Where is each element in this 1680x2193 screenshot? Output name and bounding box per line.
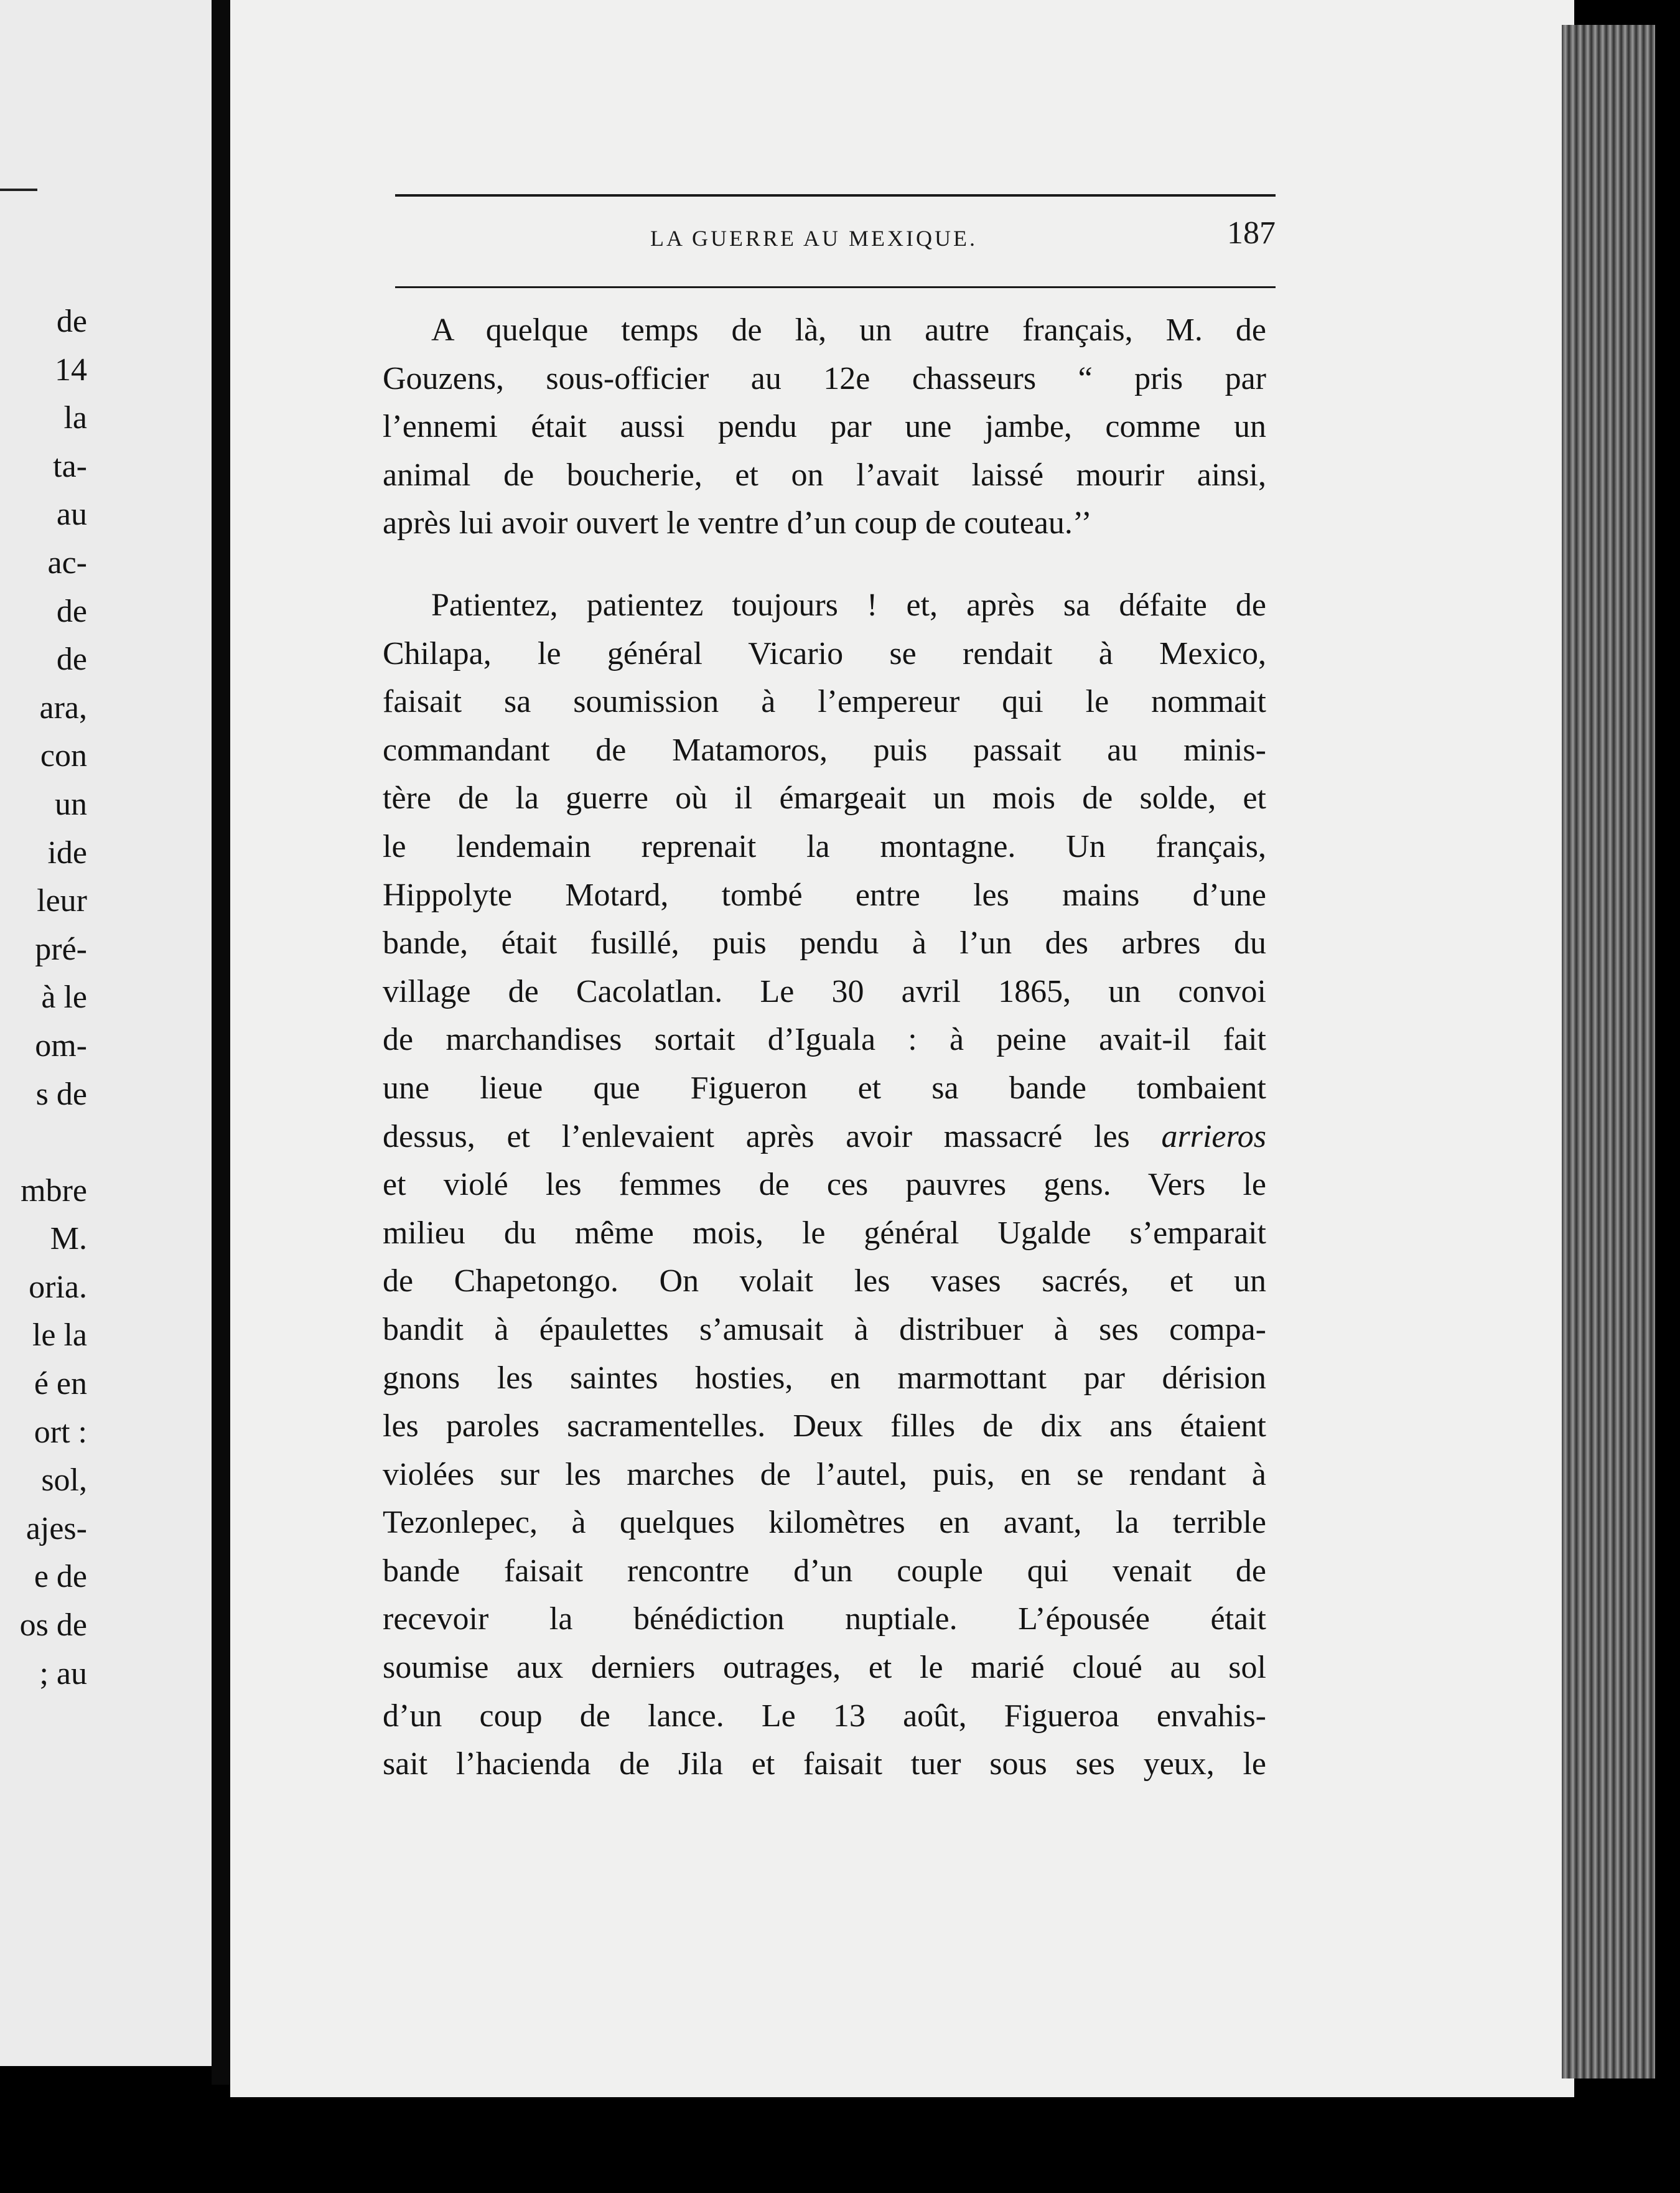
facing-line: ; au [39,1655,87,1691]
text-line: A quelque temps de là, un autre français, M. de [431,312,1266,348]
text-line: l’ennemi était aussi pendu par une jambe, comme un [383,409,1266,445]
text-line: gnons les saintes hosties, en marmottant par dérision [383,1360,1266,1396]
text-line: et violé les femmes de ces pauvres gens. Vers le [383,1167,1266,1203]
facing-line: un [55,786,87,822]
facing-line: de [56,304,87,339]
facing-line: oria. [29,1269,87,1305]
facing-line: la [63,400,87,436]
italic-word: arrieros [1161,1118,1267,1154]
text-line: une lieue que Figueron et sa bande tombaient [383,1070,1266,1106]
page-block-edge [1562,25,1655,2078]
book-gutter [212,0,230,2085]
facing-line: s de [35,1076,87,1112]
facing-line: de [56,593,87,629]
text-line: Hippolyte Motard, tombé entre les mains d’une [383,877,1266,913]
facing-line: e de [34,1559,87,1595]
text-line: bande faisait rencontre d’un couple qui venait de [383,1553,1266,1589]
text-line: Patientez, patientez toujours ! et, après sa défaite de [431,587,1266,623]
text-line: animal de boucherie, et on l’avait laissé mourir ainsi, [383,457,1266,493]
facing-line: leur [37,883,87,919]
text-line: violées sur les marches de l’autel, puis, en se rendant à [383,1456,1266,1492]
text-fragment: dessus, et l’enlevaient après avoir massacré les [383,1118,1130,1154]
facing-line: mbre [21,1172,87,1209]
paragraph-1 [383,306,1266,548]
facing-line: le la [32,1317,87,1354]
facing-line: à le [41,980,87,1016]
text-line: sait l’hacienda de Jila et faisait tuer sous ses yeux, le [383,1746,1266,1782]
text-line: commandant de Matamoros, puis passait au minis- [383,732,1266,768]
facing-line: ta- [53,448,87,484]
page-number: 187 [1227,215,1276,251]
facing-line: 14 [55,352,87,388]
facing-line: M. [50,1221,87,1257]
paragraph-2 [383,581,1266,1789]
facing-line: ara, [39,690,87,726]
text-line: Tezonlepec, à quelques kilomètres en avant, la terrible [383,1505,1266,1541]
text-line: de marchandises sortait d’Iguala : à peine avait-il fait [383,1022,1266,1058]
text-line: faisait sa soumission à l’empereur qui le nommait [383,684,1266,720]
text-line: bande, était fusillé, puis pendu à l’un des arbres du [383,925,1266,961]
facing-line: sol, [41,1462,87,1499]
text-line: village de Cacolatlan. Le 30 avril 1865, un convoi [383,973,1266,1009]
facing-line: ort : [34,1414,87,1450]
facing-page-left [0,0,212,2066]
running-head: LA GUERRE AU MEXIQUE. [650,226,978,251]
facing-line: os de [19,1607,87,1644]
facing-line: de [56,642,87,678]
text-line: le lendemain reprenait la montagne. Un français, [383,828,1266,864]
facing-line: au [56,497,87,533]
facing-page-rule [0,189,37,191]
text-line: d’un coup de lance. Le 13 août, Figueroa envahis- [383,1698,1266,1734]
text-line: recevoir la bénédiction nuptiale. L’épousée était [383,1601,1266,1637]
facing-line: pré- [35,931,87,967]
facing-line [0,1118,87,1167]
facing-line: ac- [47,545,87,581]
facing-line: ajes- [26,1510,87,1546]
text-line: soumise aux derniers outrages, et le marié cloué au sol [383,1650,1266,1686]
text-line-with-italic [383,1113,1266,1161]
text-line: après lui avoir ouvert le ventre d’un coup de couteau.’’ [383,505,1092,541]
facing-line: om- [35,1027,87,1064]
text-line: milieu du même mois, le général Ugalde s’emparait [383,1215,1266,1251]
text-line: Chilapa, le général Vicario se rendait à Mexico, [383,635,1266,671]
text-line: bandit à épaulettes s’amusait à distribuer à ses compa- [383,1311,1266,1347]
facing-line: é en [34,1366,87,1402]
text-line: de Chapetongo. On volait les vases sacrés, et un [383,1263,1266,1299]
header-rule-bottom [395,286,1276,288]
text-line: Gouzens, sous-officier au 12e chasseurs “ pris par [383,360,1266,396]
facing-page-line-endings [0,297,87,1698]
text-line: les paroles sacramentelles. Deux filles de dix ans étaient [383,1408,1266,1444]
facing-line: con [40,738,87,774]
facing-line: ide [47,835,87,871]
text-line: tère de la guerre où il émargeait un mois de solde, et [383,780,1266,816]
header-rule-top [395,194,1276,197]
